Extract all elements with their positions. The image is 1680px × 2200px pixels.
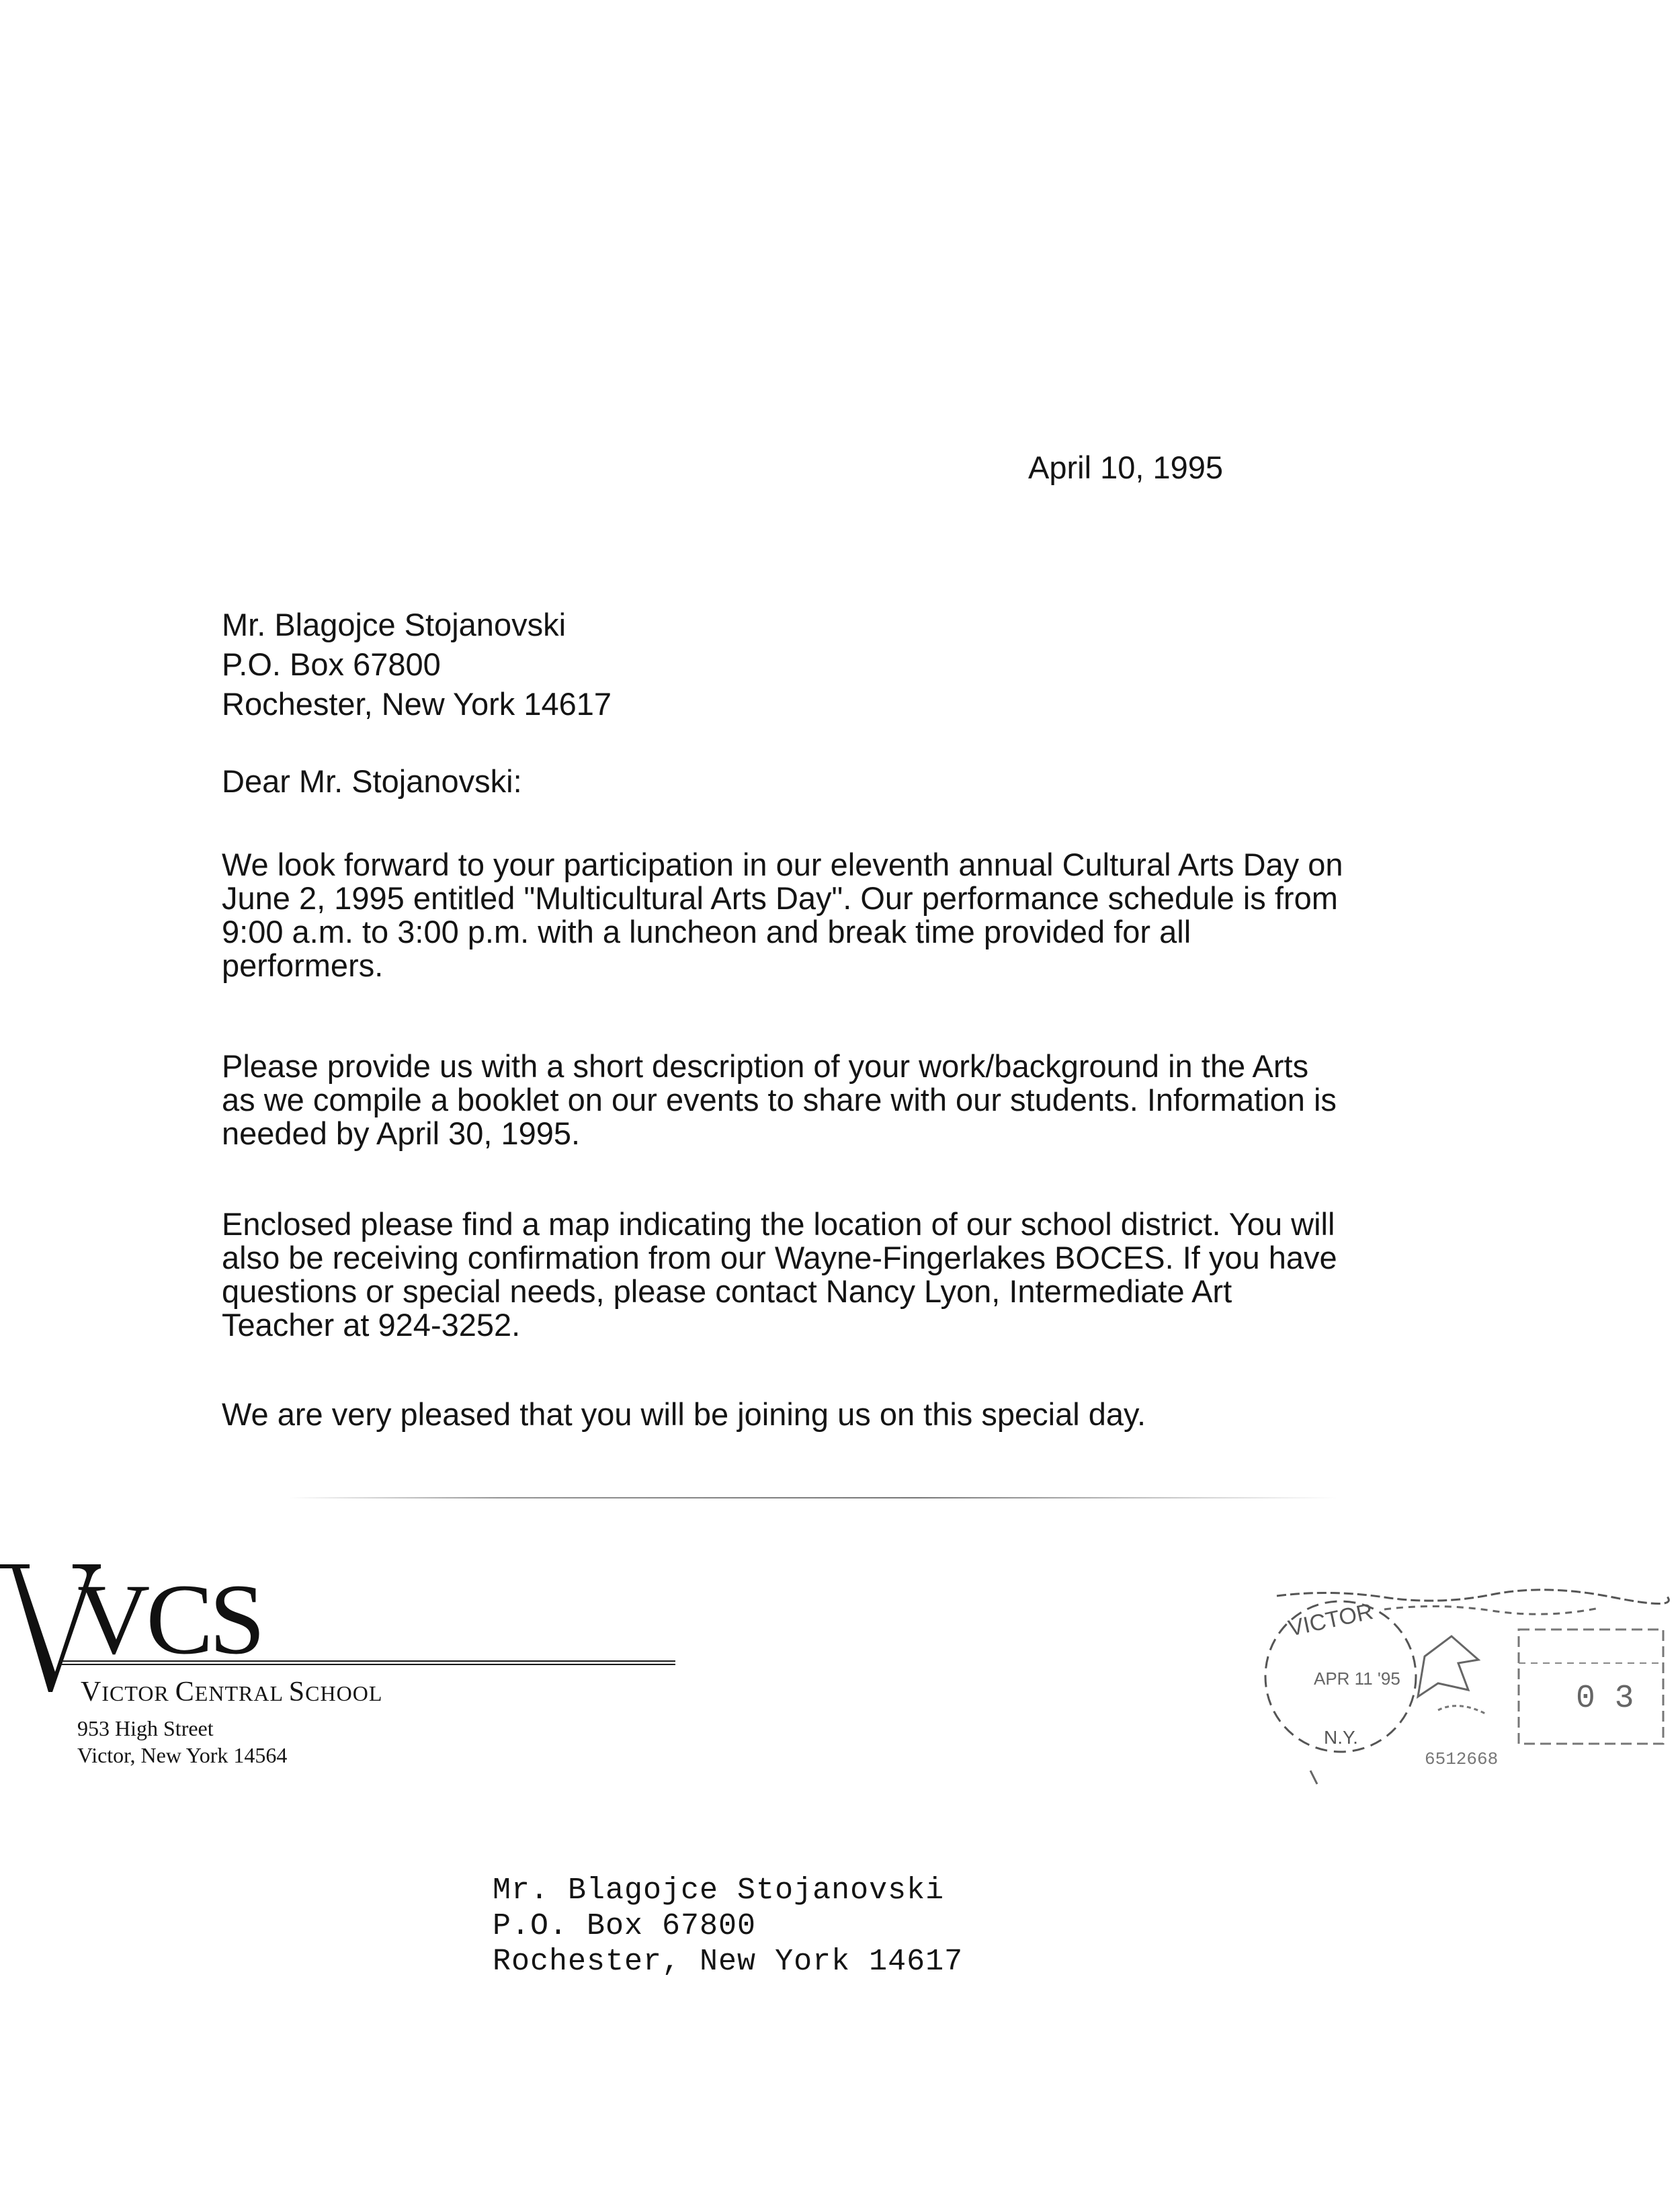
- school-city: Victor, New York 14564: [77, 1743, 288, 1767]
- school-name-part: CHOOL: [305, 1681, 383, 1705]
- school-name-part: ICTOR: [101, 1681, 175, 1705]
- school-name-part: S: [288, 1677, 306, 1707]
- recipient-street: P.O. Box 67800: [222, 646, 441, 682]
- paragraph-line: We look forward to your participation in our eleventh annual Cultural Arts Day on: [222, 847, 1343, 882]
- letter-date: April 10, 1995: [1028, 450, 1224, 485]
- postmark-city: VICTOR: [1286, 1599, 1376, 1642]
- paragraph-line: Enclosed please find a map indicating the location of our school district. You will: [222, 1206, 1335, 1242]
- logo-text: VCS: [77, 1564, 261, 1675]
- school-name: [81, 1676, 382, 1708]
- meter-number: 6512668: [1425, 1749, 1499, 1769]
- postmark-state: N.Y.: [1324, 1727, 1358, 1748]
- paragraph-line: Teacher at 924-3252.: [222, 1307, 521, 1343]
- envelope-street: P.O. Box 67800: [493, 1909, 757, 1943]
- paragraph-line: 9:00 a.m. to 3:00 p.m. with a luncheon and break time provided for all: [222, 914, 1191, 949]
- fold-line: [289, 1497, 1337, 1498]
- envelope-address: [493, 1873, 963, 1980]
- envelope-city: Rochester, New York 14617: [493, 1945, 964, 1979]
- paragraph-line: questions or special needs, please contact Nancy Lyon, Intermediate Art: [222, 1273, 1232, 1309]
- school-name-part: C: [175, 1677, 195, 1707]
- salutation: Dear Mr. Stojanovski:: [222, 763, 522, 799]
- paragraph-participation: [222, 848, 1438, 982]
- paragraph-line: We are very pleased that you will be joining us on this special day.: [222, 1396, 1146, 1432]
- paragraph-description-request: [222, 1050, 1438, 1150]
- vcs-logo: [0, 1558, 261, 1692]
- paragraph-closing: [222, 1398, 1438, 1431]
- paragraph-line: June 2, 1995 entitled "Multicultural Arts Day". Our performance schedule is from: [222, 880, 1338, 916]
- school-name-part: V: [81, 1677, 102, 1707]
- recipient-name: Mr. Blagojce Stojanovski: [222, 607, 566, 642]
- postmark-date: APR 11 '95: [1314, 1668, 1400, 1689]
- paragraph-map-enclosed: [222, 1208, 1438, 1342]
- school-street: 953 High Street: [77, 1716, 214, 1740]
- letterhead-rule: [60, 1660, 675, 1665]
- meter-amount: 0 3: [1576, 1681, 1634, 1717]
- paragraph-line: performers.: [222, 947, 384, 983]
- postmark-stamp: [1236, 1582, 1667, 1784]
- school-name-part: ENTRAL: [194, 1681, 289, 1705]
- paragraph-line: as we compile a booklet on our events to share with our students. Information is: [222, 1082, 1337, 1117]
- paragraph-line: also be receiving confirmation from our Wayne-Fingerlakes BOCES. If you have: [222, 1240, 1337, 1275]
- paragraph-line: Please provide us with a short description of your work/background in the Arts: [222, 1048, 1309, 1084]
- recipient-city: Rochester, New York 14617: [222, 686, 612, 722]
- school-address: [77, 1715, 287, 1769]
- envelope-name: Mr. Blagojce Stojanovski: [493, 1873, 945, 1908]
- recipient-address: [222, 605, 612, 724]
- paragraph-line: needed by April 30, 1995.: [222, 1115, 581, 1151]
